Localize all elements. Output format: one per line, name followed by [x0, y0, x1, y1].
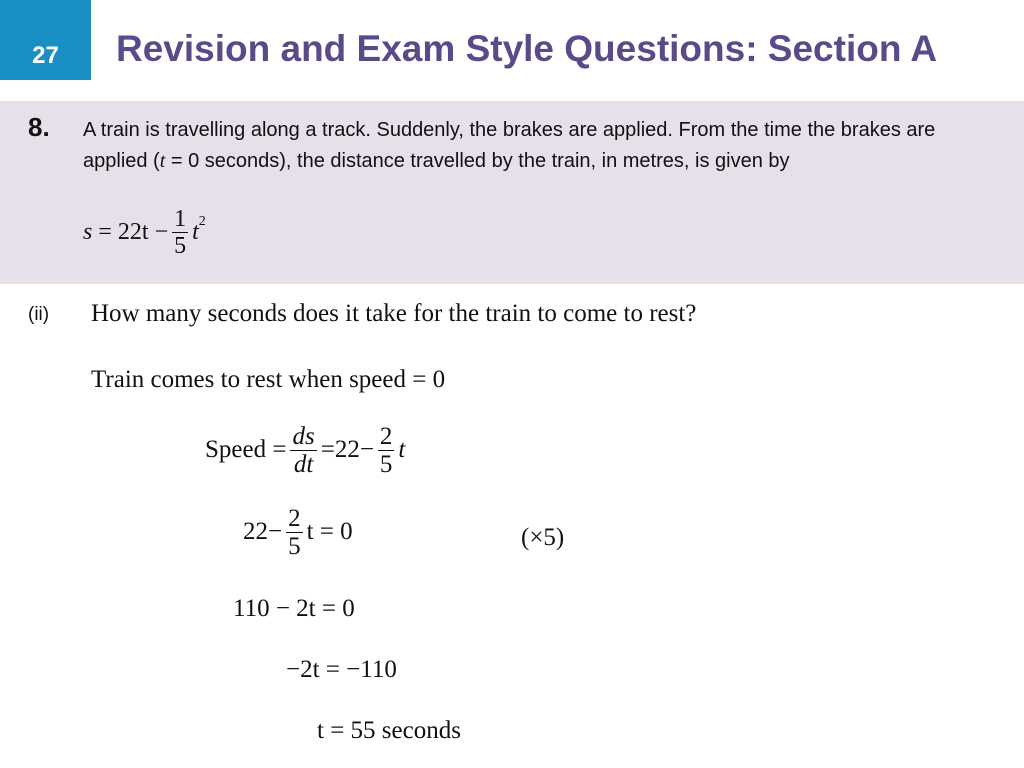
speed-minus: −: [359, 436, 374, 464]
part-label: (ii): [28, 304, 50, 325]
final-answer: t = 55 seconds: [317, 717, 461, 744]
part-question: How many seconds does it take for the train to come to rest?: [91, 300, 697, 327]
formula-var: t: [192, 218, 199, 245]
eq2-rest: t = 0: [306, 518, 353, 546]
distance-formula: [83, 207, 206, 260]
speed-eq1: =: [272, 436, 287, 464]
eq2-fraction: [286, 506, 303, 561]
formula-lhs: s: [83, 218, 93, 245]
formula-fraction: [172, 207, 188, 260]
speed-fraction: [378, 424, 395, 479]
eq2-frac-num: 2: [288, 505, 301, 532]
question-number: 8.: [28, 112, 50, 142]
speed-word: Speed: [205, 436, 267, 464]
speed-frac-num: 2: [379, 423, 393, 450]
question-text-var: t: [159, 150, 166, 172]
derivative-fraction: [290, 424, 316, 479]
formula-exponent: 2: [198, 213, 206, 229]
eq2-const: 22: [243, 518, 268, 546]
speed-eq2: =: [320, 436, 335, 464]
formula-eq: =: [98, 218, 112, 245]
step-equation-4: −2t = −110: [286, 656, 397, 683]
page-number: 27: [32, 42, 59, 69]
formula-frac-den: 5: [174, 233, 187, 260]
question-text: [83, 115, 983, 177]
eq2-frac-den: 5: [288, 533, 301, 561]
derivative-num: ds: [292, 423, 315, 450]
eq2-minus: −: [268, 518, 283, 546]
formula-minus: −: [154, 218, 169, 245]
step-equation-3: 110 − 2t = 0: [233, 595, 355, 622]
step-rest-condition: Train comes to rest when speed = 0: [91, 366, 446, 393]
set-zero-equation: [243, 506, 353, 561]
derivative-den: dt: [290, 450, 316, 479]
question-text-part1: A train is travelling along a track. Suddenly, the brakes are applied. From the time the brakes are applied (: [83, 119, 936, 172]
question-text-part2: = 0 seconds), the distance travelled by the train, in metres, is given by: [165, 150, 790, 172]
slide-title: Revision and Exam Style Questions: Section A: [116, 28, 938, 69]
formula-frac-num: 1: [174, 206, 187, 232]
speed-frac-den: 5: [379, 451, 393, 479]
speed-equation: [205, 424, 405, 479]
speed-const: 22: [334, 436, 360, 464]
speed-var: t: [398, 436, 406, 464]
formula-term1: 22t: [117, 218, 149, 245]
multiply-note: (×5): [521, 524, 565, 551]
page-number-badge: [0, 0, 91, 80]
